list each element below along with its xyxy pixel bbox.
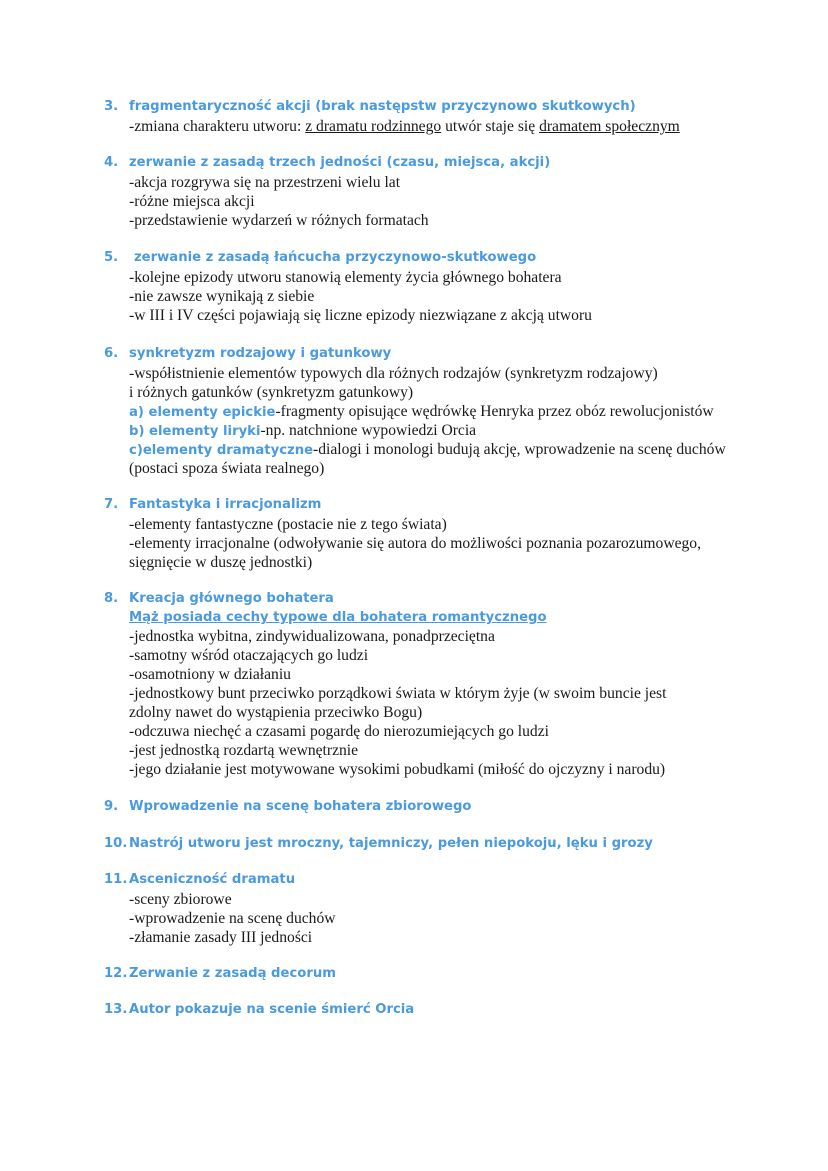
section-heading: zerwanie z zasadą trzech jedności (czasu, miejsca, akcji) xyxy=(129,155,551,170)
text-line: -kolejne epizody utworu stanowią elementy życia głównego bohatera xyxy=(129,269,562,286)
section-number: 11. xyxy=(104,872,128,887)
text-fragment: -dialogi i monologi budują akcję, wprowadzenie na scenę duchów xyxy=(313,441,726,458)
section-heading: Zerwanie z zasadą decorum xyxy=(129,966,336,981)
section-heading: zerwanie z zasadą łańcucha przyczynowo-skutkowego xyxy=(134,250,537,265)
text-fragment: -np. natchnione wypowiedzi Orcia xyxy=(260,422,477,439)
section-heading: Autor pokazuje na scenie śmierć Orcia xyxy=(129,1002,415,1017)
underlined-text: z dramatu rodzinnego xyxy=(305,118,442,135)
section-number: 8. xyxy=(104,591,119,606)
text-fragment: utwór staje się xyxy=(441,118,540,135)
subpoint-label: a) elementy epickie xyxy=(129,405,276,420)
section-heading: Asceniczność dramatu xyxy=(129,872,296,887)
section-heading: synkretyzm rodzajowy i gatunkowy xyxy=(129,346,392,361)
text-fragment: -zmiana charakteru utworu: xyxy=(129,118,306,135)
section-subheading: Mąż posiada cechy typowe dla bohatera romantycznego xyxy=(129,610,547,625)
text-line: i różnych gatunków (synkretyzm gatunkowy) xyxy=(129,384,414,401)
text-line: -elementy fantastyczne (postacie nie z tego świata) xyxy=(129,516,447,533)
section-number: 13. xyxy=(104,1002,128,1017)
text-line: -odczuwa niechęć a czasami pogardę do nierozumiejących go ludzi xyxy=(129,723,549,740)
section-number: 3. xyxy=(104,99,119,114)
text-line: -jednostka wybitna, zindywidualizowana, ponadprzeciętna xyxy=(129,628,495,645)
text-line: -akcja rozgrywa się na przestrzeni wielu lat xyxy=(129,174,401,191)
section-heading: Fantastyka i irracjonalizm xyxy=(129,497,322,512)
subpoint-label: b) elementy liryki xyxy=(129,424,261,439)
section-heading: fragmentaryczność akcji (brak następstw przyczynowo skutkowych) xyxy=(129,99,636,114)
text-line: -elementy irracjonalne (odwoływanie się autora do możliwości poznania pozarozumowego, xyxy=(129,535,701,552)
text-fragment: -fragmenty opisujące wędrówkę Henryka przez obóz rewolucjonistów xyxy=(275,403,714,420)
text-line: -jednostkowy bunt przeciwko porządkowi świata w którym żyje (w swoim buncie jest xyxy=(129,685,667,702)
section-heading: Kreacja głównego bohatera xyxy=(129,591,334,606)
text-line: -wprowadzenie na scenę duchów xyxy=(129,910,336,927)
text-line: -współistnienie elementów typowych dla różnych rodzajów (synkretyzm rodzajowy) xyxy=(129,365,658,382)
subpoint-label: c)elementy dramatyczne xyxy=(129,443,314,458)
section-heading: Nastrój utworu jest mroczny, tajemniczy, pełen niepokoju, lęku i grozy xyxy=(129,836,653,851)
text-line: -jest jednostką rozdartą wewnętrznie xyxy=(129,742,359,759)
text-line xyxy=(129,402,714,422)
text-line xyxy=(129,440,726,460)
section-number: 6. xyxy=(104,346,119,361)
text-line: -samotny wśród otaczających go ludzi xyxy=(129,647,369,664)
section-number: 5. xyxy=(104,250,119,265)
text-line: -przedstawienie wydarzeń w różnych formatach xyxy=(129,212,429,229)
text-line: -różne miejsca akcji xyxy=(129,193,255,210)
text-line: -osamotniony w działaniu xyxy=(129,666,291,683)
text-line: -nie zawsze wynikają z siebie xyxy=(129,288,315,305)
section-number: 7. xyxy=(104,497,119,512)
section-number: 12. xyxy=(104,966,128,981)
text-line xyxy=(129,117,680,136)
section-number: 9. xyxy=(104,799,119,814)
section-number: 10. xyxy=(104,836,128,851)
text-line xyxy=(129,421,476,441)
text-line: -złamanie zasady III jedności xyxy=(129,929,313,946)
text-line: (postaci spoza świata realnego) xyxy=(129,460,325,477)
text-line: -jego działanie jest motywowane wysokimi pobudkami (miłość do ojczyzny i narodu) xyxy=(129,761,666,778)
text-line: sięgnięcie w duszę jednostki) xyxy=(129,554,313,571)
text-line: -sceny zbiorowe xyxy=(129,891,232,908)
section-heading: Wprowadzenie na scenę bohatera zbiorowego xyxy=(129,799,472,814)
text-line: -w III i IV części pojawiają się liczne epizody niezwiązane z akcją utworu xyxy=(129,307,592,324)
text-line: zdolny nawet do wystąpienia przeciwko Bogu) xyxy=(129,704,423,721)
underlined-text: dramatem społecznym xyxy=(539,118,680,135)
section-number: 4. xyxy=(104,155,119,170)
